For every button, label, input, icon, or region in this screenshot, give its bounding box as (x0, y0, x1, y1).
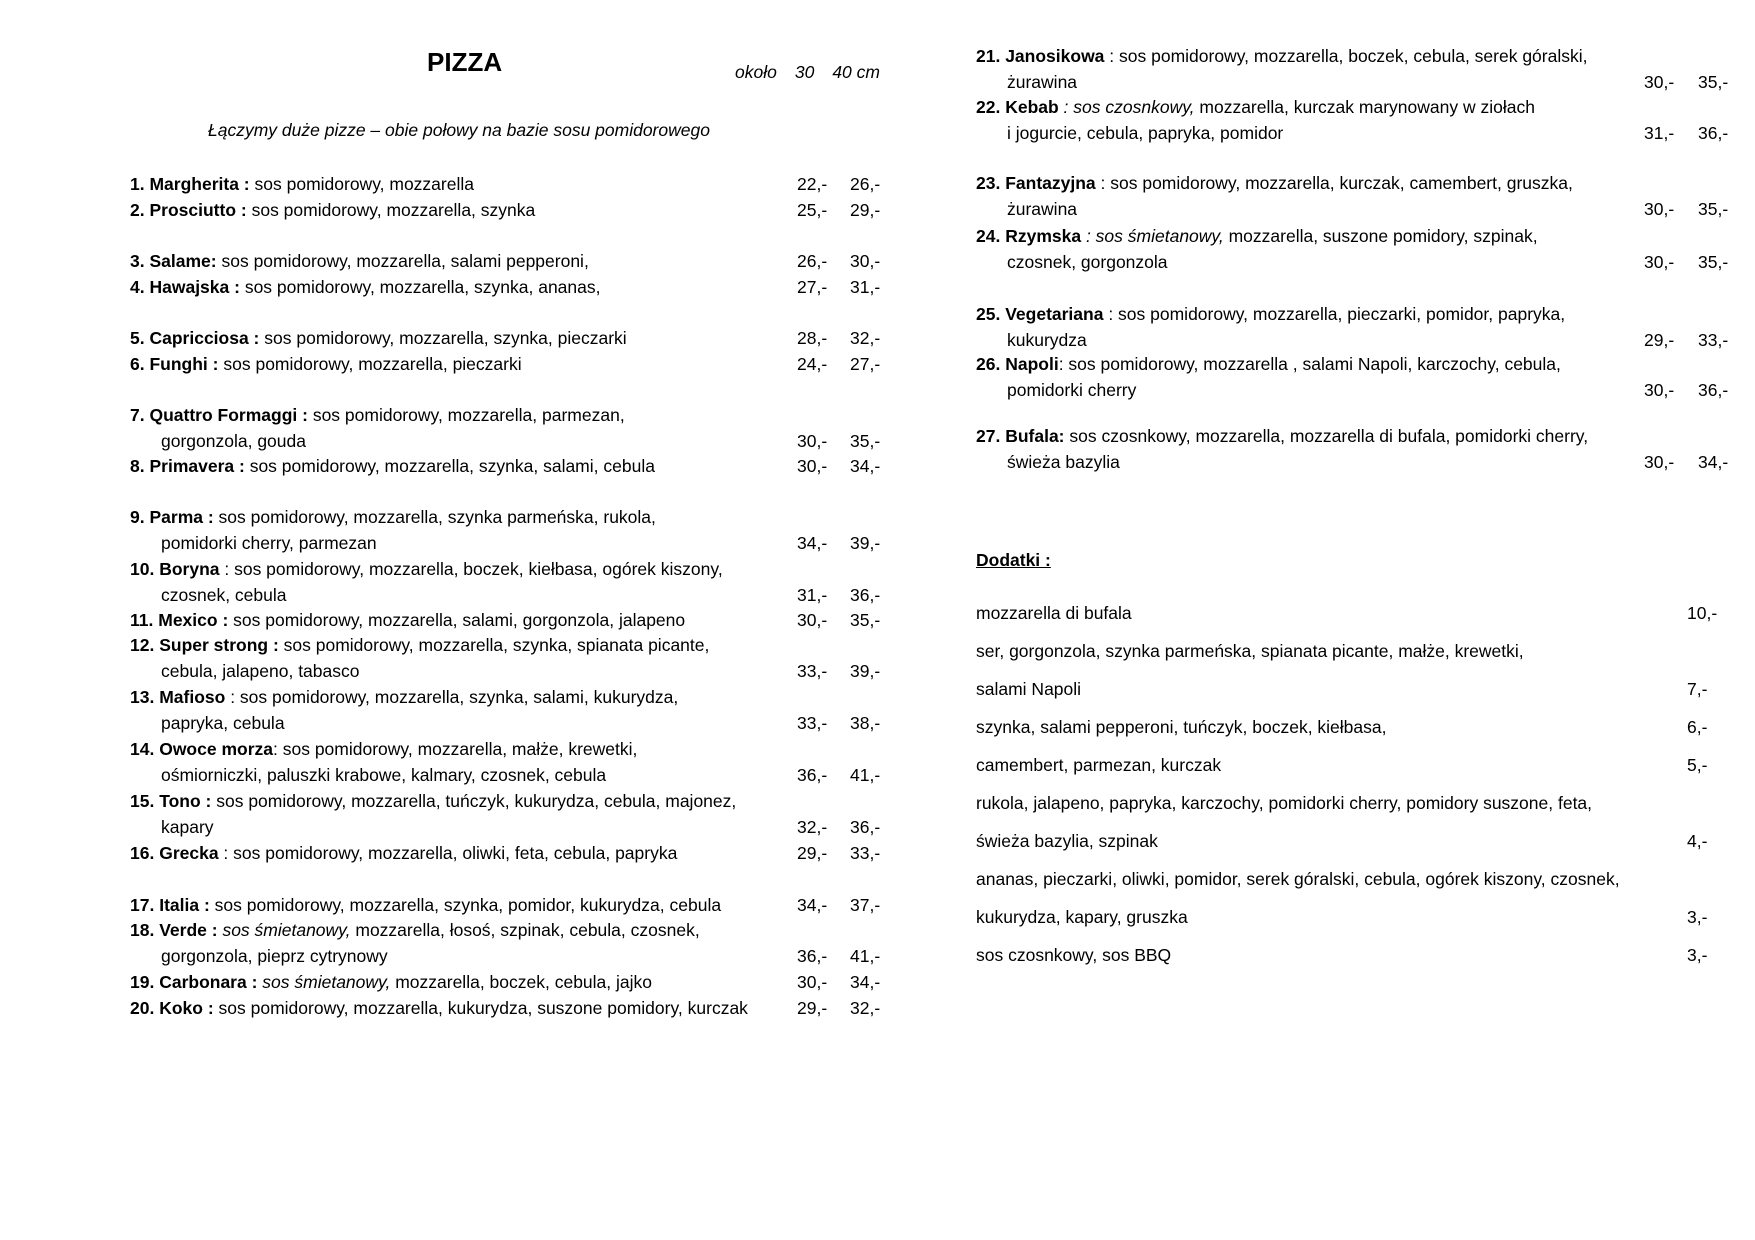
price-30cm: 24,- (797, 354, 828, 374)
pizza-ingredients-continued: kapary (161, 816, 214, 837)
pizza-number: 27. (976, 426, 1001, 446)
pizza-ingredients-continued: świeża bazylia (1007, 451, 1120, 472)
price-30cm: 30,- (1644, 251, 1675, 272)
pizza-item (130, 970, 881, 996)
pizza-ingredients-continued: pomidorki cherry (1007, 379, 1137, 400)
pizza-name (130, 354, 219, 374)
pizza-item (976, 95, 1729, 146)
pizza-ingredients: : sos pomidorowy, mozzarella , salami Napoli, karczochy, cebula, (1058, 354, 1561, 374)
pizza-ingredients: sos czosnkowy, mozzarella, mozzarella di bufala, pomidorki cherry, (1064, 426, 1589, 446)
pizza-ingredients: sos pomidorowy, mozzarella, pieczarki (218, 354, 522, 374)
dodatki-item-text: mozzarella di bufala (976, 603, 1132, 623)
dodatki-item-text: świeża bazylia, szpinak (976, 831, 1158, 851)
price-30cm: 36,- (797, 945, 828, 966)
pizza-line-continued (976, 70, 1729, 96)
pizza-ingredients: sos pomidorowy, mozzarella, salami pepperoni, (216, 251, 589, 271)
price-30cm: 26,- (797, 251, 828, 271)
pizza-line-continued (130, 763, 881, 789)
pizza-number: 2. (130, 200, 145, 220)
pizza-sauce: sos śmietanowy, (217, 920, 351, 940)
size-labels (735, 60, 880, 86)
pizza-line (976, 302, 1565, 328)
pizza-number: 12. (130, 635, 155, 655)
pizza-line-continued (976, 378, 1729, 404)
pizza-name (976, 226, 1081, 246)
dodatki-item (976, 905, 1708, 931)
price-30cm: 22,- (797, 174, 828, 194)
pizza-ingredients: mozzarella, boczek, cebula, jajko (390, 972, 652, 992)
pizza-sauce: : sos śmietanowy, (1081, 226, 1224, 246)
price-40cm: 26,- (850, 174, 881, 194)
pizza-line (130, 454, 881, 480)
pizza-ingredients: : sos pomidorowy, mozzarella, boczek, kiełbasa, ogórek kiszony, (219, 559, 723, 579)
pizza-ingredients-continued: żurawina (1007, 71, 1078, 92)
pizza-ingredients: sos pomidorowy, mozzarella, szynka, spianata picante, (278, 635, 710, 655)
pizza-ingredients-continued: pomidorki cherry, parmezan (161, 532, 377, 553)
price-40cm: 36,- (850, 816, 881, 837)
dodatki-heading: Dodatki : (976, 550, 1051, 570)
pizza-number: 7. (130, 405, 145, 425)
pizza-item (976, 44, 1729, 95)
price-30cm: 30,- (1644, 198, 1675, 219)
pizza-title: Capricciosa : (149, 328, 260, 348)
pizza-number: 21. (976, 46, 1001, 66)
dodatki-item (976, 639, 1524, 665)
pizza-ingredients: sos pomidorowy, mozzarella, szynka, pomidor, kukurydza, cebula (209, 895, 722, 915)
dodatki-item-price: 6,- (1687, 717, 1708, 737)
pizza-number: 22. (976, 97, 1001, 117)
pizza-line (130, 326, 881, 352)
pizza-title: Verde : (159, 920, 218, 940)
price-30cm: 36,- (797, 764, 828, 785)
pizza-sauce: sos śmietanowy, (257, 972, 391, 992)
pizza-line-continued (130, 659, 881, 685)
pizza-item (130, 685, 881, 736)
price-40cm: 41,- (850, 945, 881, 966)
pizza-line (130, 352, 881, 378)
price-30cm: 30,- (1644, 71, 1675, 92)
pizza-number: 17. (130, 895, 155, 915)
pizza-number: 6. (130, 354, 145, 374)
price-30cm: 27,- (797, 277, 828, 297)
pizza-title: Tono : (159, 791, 212, 811)
pizza-number: 15. (130, 791, 155, 811)
pizza-name (976, 97, 1059, 117)
pizza-title: Funghi : (149, 354, 219, 374)
pizza-title: Parma : (149, 507, 214, 527)
price-30cm: 30,- (797, 430, 828, 451)
pizza-ingredients-continued: ośmiorniczki, paluszki krabowe, kalmary, czosnek, cebula (161, 764, 607, 785)
pizza-title: Janosikowa (1005, 46, 1105, 66)
pizza-item (976, 302, 1729, 353)
size-large-label: 40 cm (832, 62, 880, 82)
pizza-line (976, 424, 1588, 450)
pizza-number: 19. (130, 972, 155, 992)
price-40cm: 33,- (1698, 329, 1729, 350)
pizza-title: Fantazyjna (1005, 173, 1096, 193)
pizza-ingredients-continued: gorgonzola, pieprz cytrynowy (161, 945, 388, 966)
pizza-ingredients: sos pomidorowy, mozzarella (249, 174, 474, 194)
dodatki-item-text: kukurydza, kapary, gruszka (976, 907, 1188, 927)
pizza-ingredients: sos pomidorowy, mozzarella, szynka, pieczarki (259, 328, 627, 348)
pizza-title: Primavera : (149, 456, 245, 476)
price-40cm: 34,- (1698, 451, 1729, 472)
pizza-name (130, 328, 259, 348)
pizza-title: Bufala: (1005, 426, 1065, 446)
pizza-title: Owoce morza (159, 739, 273, 759)
pizza-title: Hawajska : (149, 277, 240, 297)
pizza-line (130, 685, 678, 711)
pizza-line-continued (976, 250, 1729, 276)
pizza-item (130, 352, 881, 378)
pizza-title: Mexico : (158, 610, 229, 630)
pizza-title: Quattro Formaggi : (149, 405, 308, 425)
pizza-number: 3. (130, 251, 145, 271)
price-30cm: 30,- (797, 456, 828, 476)
pizza-number: 26. (976, 354, 1001, 374)
dodatki-item-text: szynka, salami pepperoni, tuńczyk, boczek, kiełbasa, (976, 717, 1387, 737)
pizza-item (130, 172, 881, 198)
sizes-label: około (735, 62, 777, 82)
menu-subtitle: Łączymy duże pizze – obie połowy na bazie sosu pomidorowego (208, 120, 710, 140)
pizza-item (130, 789, 881, 840)
price-40cm: 33,- (850, 843, 881, 863)
dodatki-item (976, 715, 1708, 741)
price-40cm: 41,- (850, 764, 881, 785)
pizza-ingredients-continued: papryka, cebula (161, 712, 285, 733)
pizza-line (976, 44, 1588, 70)
pizza-ingredients-continued: gorgonzola, gouda (161, 430, 306, 451)
pizza-ingredients-continued: kukurydza (1007, 329, 1087, 350)
pizza-name (130, 687, 225, 707)
pizza-title: Italia : (159, 895, 210, 915)
pizza-name (130, 610, 228, 630)
pizza-line-continued (130, 944, 881, 970)
pizza-line (976, 171, 1573, 197)
price-40cm: 39,- (850, 660, 881, 681)
price-40cm: 34,- (850, 972, 881, 992)
pizza-title: Napoli (1005, 354, 1059, 374)
pizza-title: Vegetariana (1005, 304, 1104, 324)
pizza-item (130, 557, 881, 608)
pizza-item (130, 893, 881, 919)
dodatki-item-text: camembert, parmezan, kurczak (976, 755, 1222, 775)
pizza-number: 20. (130, 998, 155, 1018)
dodatki-item (976, 753, 1708, 779)
price-40cm: 36,- (850, 584, 881, 605)
pizza-line (130, 505, 656, 531)
pizza-name (130, 405, 308, 425)
pizza-line (130, 249, 881, 275)
pizza-name (976, 354, 1059, 374)
pizza-number: 5. (130, 328, 145, 348)
pizza-name (130, 456, 245, 476)
pizza-ingredients-continued: żurawina (1007, 198, 1078, 219)
pizza-number: 18. (130, 920, 155, 940)
pizza-line (130, 789, 736, 815)
page-title: PIZZA (427, 47, 503, 77)
pizza-line-continued (976, 328, 1729, 354)
price-30cm: 30,- (1644, 451, 1675, 472)
price-30cm: 34,- (797, 532, 828, 553)
pizza-title: Grecka (159, 843, 219, 863)
price-40cm: 35,- (1698, 251, 1729, 272)
pizza-ingredients: sos pomidorowy, mozzarella, szynka, salami, cebula (244, 456, 655, 476)
pizza-item (976, 224, 1729, 275)
pizza-title: Kebab (1005, 97, 1059, 117)
price-30cm: 33,- (797, 712, 828, 733)
price-40cm: 31,- (850, 277, 881, 297)
pizza-item (976, 171, 1729, 222)
price-40cm: 30,- (850, 251, 881, 271)
price-30cm: 28,- (797, 328, 828, 348)
pizza-line-continued (130, 815, 881, 841)
pizza-ingredients: sos pomidorowy, mozzarella, szynka (246, 200, 536, 220)
pizza-ingredients-continued: czosnek, gorgonzola (1007, 251, 1168, 272)
pizza-name (130, 843, 219, 863)
price-40cm: 35,- (850, 610, 881, 630)
pizza-line-continued (130, 711, 881, 737)
pizza-line (130, 275, 881, 301)
pizza-title: Mafioso (159, 687, 226, 707)
price-40cm: 35,- (850, 430, 881, 451)
dodatki-item (976, 943, 1708, 969)
pizza-ingredients: mozzarella, kurczak marynowany w ziołach (1194, 97, 1535, 117)
price-40cm: 39,- (850, 532, 881, 553)
price-30cm: 30,- (797, 610, 828, 630)
pizza-name (130, 972, 257, 992)
pizza-ingredients: sos pomidorowy, mozzarella, parmezan, (307, 405, 625, 425)
pizza-number: 1. (130, 174, 145, 194)
pizza-item (130, 454, 881, 480)
pizza-name (976, 46, 1104, 66)
pizza-number: 23. (976, 173, 1001, 193)
dodatki-item-price: 10,- (1687, 603, 1718, 623)
pizza-item (130, 633, 881, 684)
pizza-number: 16. (130, 843, 155, 863)
dodatki-item-price: 7,- (1687, 679, 1708, 699)
pizza-line-continued (130, 531, 881, 557)
pizza-name (130, 635, 279, 655)
pizza-name (976, 304, 1103, 324)
dodatki-item-price: 4,- (1687, 831, 1708, 851)
pizza-line (976, 352, 1561, 378)
dodatki-item (976, 867, 1620, 893)
pizza-number: 8. (130, 456, 145, 476)
price-40cm: 29,- (850, 200, 881, 220)
pizza-number: 9. (130, 507, 145, 527)
pizza-item (130, 249, 881, 275)
pizza-title: Carbonara : (159, 972, 258, 992)
pizza-ingredients: : sos pomidorowy, mozzarella, pieczarki, pomidor, papryka, (1103, 304, 1566, 324)
dodatki-item (976, 791, 1592, 817)
pizza-line (130, 608, 881, 634)
dodatki-item-price: 5,- (1687, 755, 1708, 775)
pizza-line-continued (976, 121, 1729, 147)
menu-header (130, 47, 890, 90)
pizza-line-continued (976, 450, 1729, 476)
pizza-name (130, 895, 210, 915)
dodatki-item-text: ser, gorgonzola, szynka parmeńska, spianata picante, małże, krewetki, (976, 641, 1524, 661)
pizza-line (130, 970, 881, 996)
pizza-line-continued (130, 583, 881, 609)
pizza-ingredients: sos pomidorowy, mozzarella, szynka, ananas, (239, 277, 601, 297)
pizza-name (976, 426, 1065, 446)
size-small-label: 30 (794, 62, 815, 82)
pizza-line (130, 198, 881, 224)
pizza-item (130, 505, 881, 556)
pizza-ingredients: sos pomidorowy, mozzarella, szynka parmeńska, rukola, (213, 507, 656, 527)
pizza-item (130, 918, 881, 969)
pizza-ingredients: mozzarella, suszone pomidory, szpinak, (1223, 226, 1538, 246)
pizza-name (130, 507, 214, 527)
pizza-name (130, 739, 273, 759)
dodatki-item (976, 601, 1718, 627)
price-40cm: 32,- (850, 998, 881, 1018)
pizza-ingredients: sos pomidorowy, mozzarella, tuńczyk, kukurydza, cebula, majonez, (211, 791, 737, 811)
pizza-number: 25. (976, 304, 1001, 324)
pizza-line (976, 95, 1535, 121)
pizza-name (130, 277, 240, 297)
pizza-name (130, 920, 218, 940)
price-40cm: 27,- (850, 354, 881, 374)
pizza-line (130, 403, 625, 429)
dodatki-item-text: salami Napoli (976, 679, 1082, 699)
pizza-ingredients: sos pomidorowy, mozzarella, salami, gorgonzola, jalapeno (228, 610, 686, 630)
pizza-number: 24. (976, 226, 1001, 246)
price-30cm: 32,- (797, 816, 828, 837)
pizza-item (130, 326, 881, 352)
price-30cm: 29,- (1644, 329, 1675, 350)
pizza-line (130, 841, 881, 867)
price-30cm: 30,- (797, 972, 828, 992)
dodatki-item-text: ananas, pieczarki, oliwki, pomidor, serek góralski, cebula, ogórek kiszony, czosnek, (976, 869, 1620, 889)
price-30cm: 29,- (797, 998, 828, 1018)
pizza-number: 11. (130, 610, 154, 630)
price-40cm: 38,- (850, 712, 881, 733)
price-30cm: 34,- (797, 895, 828, 915)
pizza-name (130, 559, 220, 579)
pizza-item (130, 608, 881, 634)
dodatki-item-text: sos czosnkowy, sos BBQ (976, 945, 1172, 965)
pizza-line (130, 918, 700, 944)
pizza-title: Super strong : (159, 635, 279, 655)
dodatki-item-price: 3,- (1687, 907, 1708, 927)
pizza-sauce: : sos czosnkowy, (1058, 97, 1195, 117)
pizza-name (976, 173, 1096, 193)
pizza-ingredients: : sos pomidorowy, mozzarella, boczek, cebula, serek góralski, (1104, 46, 1588, 66)
price-40cm: 37,- (850, 895, 881, 915)
pizza-line (130, 557, 723, 583)
pizza-item (130, 275, 881, 301)
dodatki-item (976, 677, 1708, 703)
pizza-title: Salame: (149, 251, 217, 271)
pizza-line (130, 172, 881, 198)
pizza-name (130, 200, 247, 220)
pizza-item (130, 198, 881, 224)
pizza-title: Boryna (159, 559, 220, 579)
pizza-ingredients: sos pomidorowy, mozzarella, kukurydza, suszone pomidory, kurczak (213, 998, 748, 1018)
dodatki-item-price: 3,- (1687, 945, 1708, 965)
pizza-line (130, 893, 881, 919)
pizza-item (976, 352, 1729, 403)
pizza-ingredients: : sos pomidorowy, mozzarella, szynka, salami, kukurydza, (225, 687, 679, 707)
pizza-title: Margherita : (149, 174, 250, 194)
pizza-ingredients: : sos pomidorowy, mozzarella, oliwki, feta, cebula, papryka (218, 843, 678, 863)
pizza-title: Prosciutto : (149, 200, 247, 220)
pizza-number: 14. (130, 739, 155, 759)
price-40cm: 35,- (1698, 71, 1729, 92)
price-30cm: 33,- (797, 660, 828, 681)
pizza-line (130, 996, 881, 1022)
pizza-line-continued (976, 197, 1729, 223)
pizza-title: Koko : (159, 998, 214, 1018)
pizza-ingredients: mozzarella, łosoś, szpinak, cebula, czosnek, (350, 920, 700, 940)
pizza-number: 4. (130, 277, 145, 297)
pizza-number: 10. (130, 559, 155, 579)
dodatki-item (976, 829, 1708, 855)
price-40cm: 36,- (1698, 379, 1729, 400)
pizza-line (130, 737, 637, 763)
price-40cm: 36,- (1698, 122, 1729, 143)
pizza-ingredients: : sos pomidorowy, mozzarella, małże, krewetki, (273, 739, 638, 759)
pizza-item (130, 737, 881, 788)
pizza-line (130, 633, 709, 659)
pizza-name (130, 174, 250, 194)
price-40cm: 34,- (850, 456, 881, 476)
pizza-title: Rzymska (1005, 226, 1082, 246)
price-40cm: 35,- (1698, 198, 1729, 219)
pizza-item (130, 403, 881, 454)
pizza-ingredients-continued: i jogurcie, cebula, papryka, pomidor (1007, 122, 1284, 143)
pizza-line (976, 224, 1538, 250)
pizza-ingredients: : sos pomidorowy, mozzarella, kurczak, camembert, gruszka, (1095, 173, 1573, 193)
pizza-number: 13. (130, 687, 155, 707)
pizza-name (130, 251, 217, 271)
pizza-item (976, 424, 1729, 475)
dodatki-item-text: rukola, jalapeno, papryka, karczochy, pomidorki cherry, pomidory suszone, feta, (976, 793, 1593, 813)
price-30cm: 29,- (797, 843, 828, 863)
pizza-name (130, 791, 211, 811)
price-30cm: 31,- (797, 584, 828, 605)
price-30cm: 31,- (1644, 122, 1675, 143)
price-30cm: 25,- (797, 200, 828, 220)
pizza-name (130, 998, 214, 1018)
price-40cm: 32,- (850, 328, 881, 348)
pizza-item (130, 841, 881, 867)
price-30cm: 30,- (1644, 379, 1675, 400)
pizza-ingredients-continued: cebula, jalapeno, tabasco (161, 660, 360, 681)
pizza-line-continued (130, 429, 881, 455)
pizza-ingredients-continued: czosnek, cebula (161, 584, 287, 605)
pizza-item (130, 996, 881, 1022)
